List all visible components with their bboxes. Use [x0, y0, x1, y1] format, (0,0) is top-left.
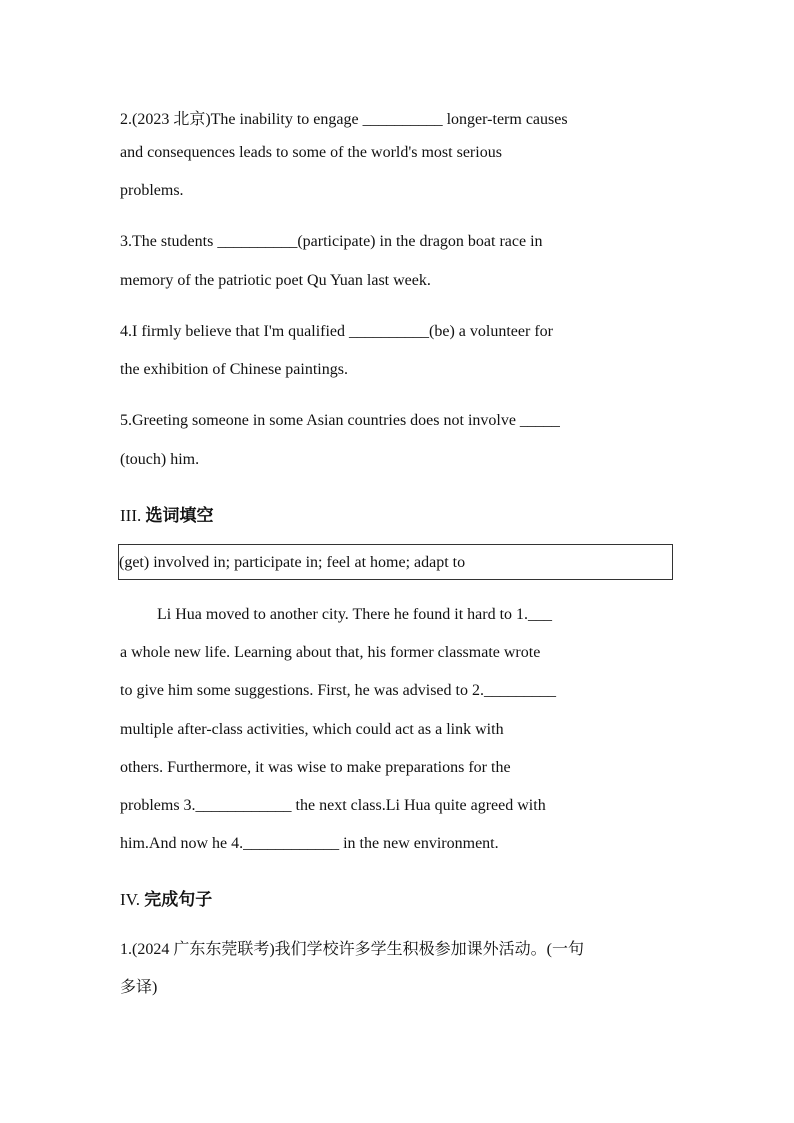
- question-5-line-1: 5.Greeting someone in some Asian countries does not involve _____: [120, 412, 560, 429]
- section-3-numeral: III.: [120, 506, 142, 525]
- word-bank-box: [118, 544, 673, 580]
- passage-line-4: multiple after-class activities, which could act as a link with: [120, 721, 504, 738]
- section-4-heading: [120, 885, 212, 910]
- question-2-line-3: problems.: [120, 182, 184, 199]
- section-3-title: 选词填空: [145, 506, 214, 526]
- passage-line-5: others. Furthermore, it was wise to make preparations for the: [120, 759, 511, 776]
- passage-line-1: Li Hua moved to another city. There he found it hard to 1.___: [157, 606, 553, 623]
- question-2-line-1: 2.(2023 北京)The inability to engage __________ longer-term causes: [120, 111, 568, 128]
- section-4-title: 完成句子: [144, 890, 213, 910]
- word-bank-text: (get) involved in; participate in; feel at home; adapt to: [119, 554, 466, 571]
- passage-line-2: a whole new life. Learning about that, his former classmate wrote: [120, 644, 541, 661]
- question-3-line-1: 3.The students __________(participate) in the dragon boat race in: [120, 233, 543, 250]
- passage-line-6: problems 3.____________ the next class.Li Hua quite agreed with: [120, 797, 546, 814]
- question-5-line-2: (touch) him.: [120, 451, 200, 468]
- section-4-numeral: IV.: [120, 890, 140, 909]
- question-4-line-2: the exhibition of Chinese paintings.: [120, 361, 348, 378]
- question-2-line-2: and consequences leads to some of the world's most serious: [120, 144, 502, 161]
- passage-line-3: to give him some suggestions. First, he was advised to 2._________: [120, 682, 556, 699]
- passage-line-7: him.And now he 4.____________ in the new environment.: [120, 835, 499, 852]
- question-3-line-2: memory of the patriotic poet Qu Yuan last week.: [120, 272, 431, 289]
- translation-question-1-line-1: 1.(2024 广东东莞联考)我们学校许多学生积极参加课外活动。(一句: [120, 941, 584, 958]
- translation-question-1-line-2: 多译): [120, 979, 158, 996]
- section-3-heading: [120, 501, 213, 526]
- question-4-line-1: 4.I firmly believe that I'm qualified __________(be) a volunteer for: [120, 323, 553, 340]
